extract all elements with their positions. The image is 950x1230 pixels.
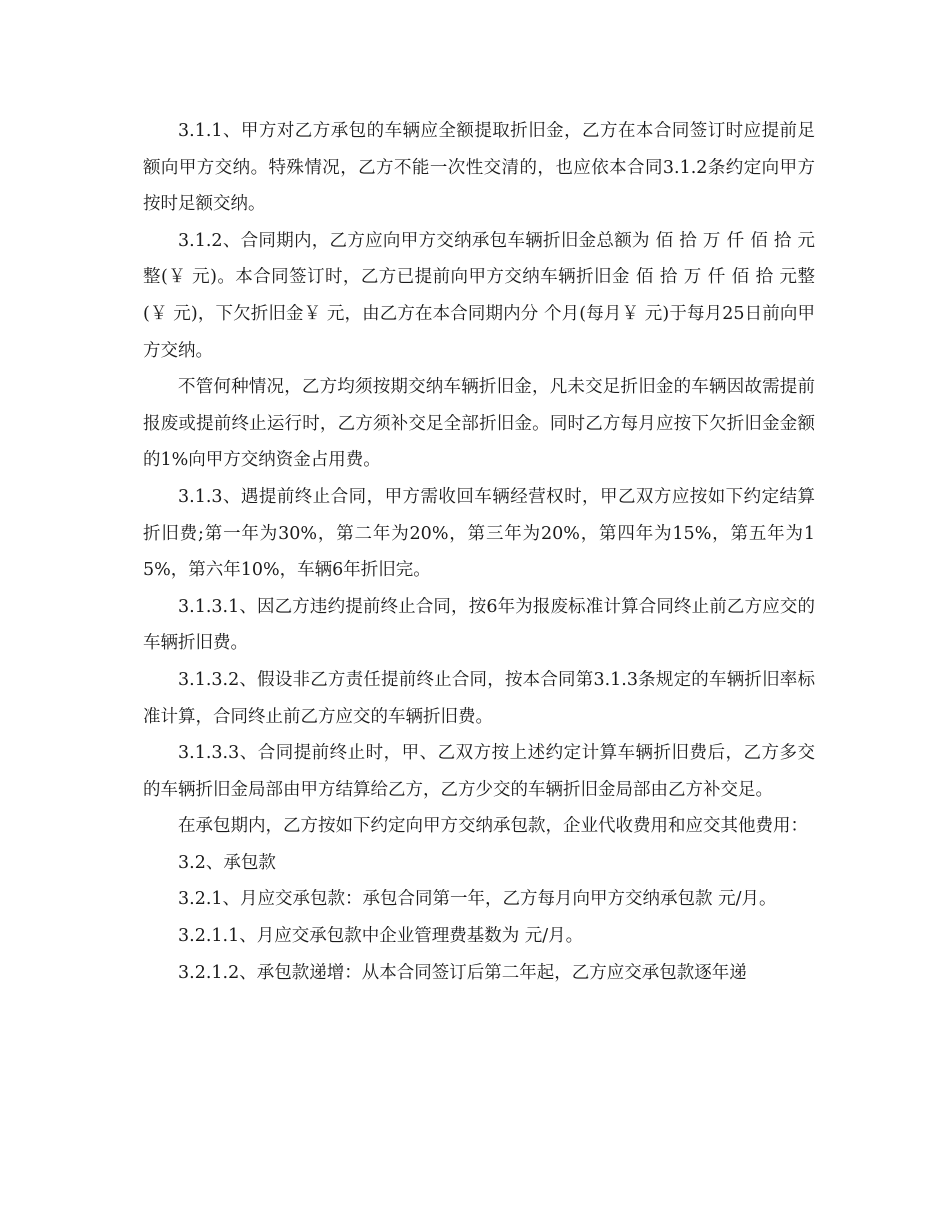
document-body	[143, 113, 815, 991]
paragraph-3-2-1-2: 3.2.1.2、承包款递增：从本合同签订后第二年起，乙方应交承包款逐年递	[178, 962, 747, 983]
paragraph-3-1-3-3: 3.1.3.3、合同提前终止时，甲、乙双方按上述约定计算车辆折旧费后，乙方多交的车辆折旧金局部由甲方结算给乙方，乙方少交的车辆折旧金局部由乙方补交足。	[143, 743, 815, 800]
paragraph-3-1-3: 3.1.3、遇提前终止合同，甲方需收回车辆经营权时，甲乙双方应按如下约定结算折旧费;第一年为30%，第二年为20%，第三年为20%，第四年为15%，第五年为15%，第六年10%，车辆6年折旧完。	[143, 486, 815, 581]
paragraph-3-1-1: 3.1.1、甲方对乙方承包的车辆应全额提取折旧金，乙方在本合同签订时应提前足额向甲方交纳。特殊情况，乙方不能一次性交清的，也应依本合同3.1.2条约定向甲方按时足额交纳。	[143, 121, 815, 215]
paragraph-3-1-2: 3.1.2、合同期内，乙方应向甲方交纳承包车辆折旧金总额为 佰 拾 万 仟 佰 拾 元整(￥ 元)。本合同签订时，乙方已提前向甲方交纳车辆折旧金 佰 拾 万 仟 佰 拾 元整(￥ 元)，下欠折旧金￥ 元，由乙方在本合同期内分 个月(每月￥ 元)于每月25日前向甲方交纳。	[143, 230, 815, 361]
section-heading-3-2: 3.2、承包款	[178, 852, 276, 873]
paragraph-3-2-1: 3.2.1、月应交承包款：承包合同第一年，乙方每月向甲方交纳承包款 元/月。	[178, 889, 777, 910]
paragraph-3-2-1-1: 3.2.1.1、月应交承包款中企业管理费基数为 元/月。	[178, 926, 584, 947]
paragraph-3-1-3-2: 3.1.3.2、假设非乙方责任提前终止合同，按本合同第3.1.3条规定的车辆折旧率标准计算，合同终止前乙方应交的车辆折旧费。	[143, 669, 815, 727]
paragraph-depreciation-rule: 不管何种情况，乙方均须按期交纳车辆折旧金，凡未交足折旧金的车辆因故需提前报废或提前终止运行时，乙方须补交足全部折旧金。同时乙方每月应按下欠折旧金金额的1%向甲方交纳资金占用费。	[143, 377, 815, 471]
paragraph-3-1-3-1: 3.1.3.1、因乙方违约提前终止合同，按6年为报废标准计算合同终止前乙方应交的车辆折旧费。	[143, 596, 815, 654]
paragraph-contract-payments: 在承包期内，乙方按如下约定向甲方交纳承包款，企业代收费用和应交其他费用：	[178, 816, 808, 837]
